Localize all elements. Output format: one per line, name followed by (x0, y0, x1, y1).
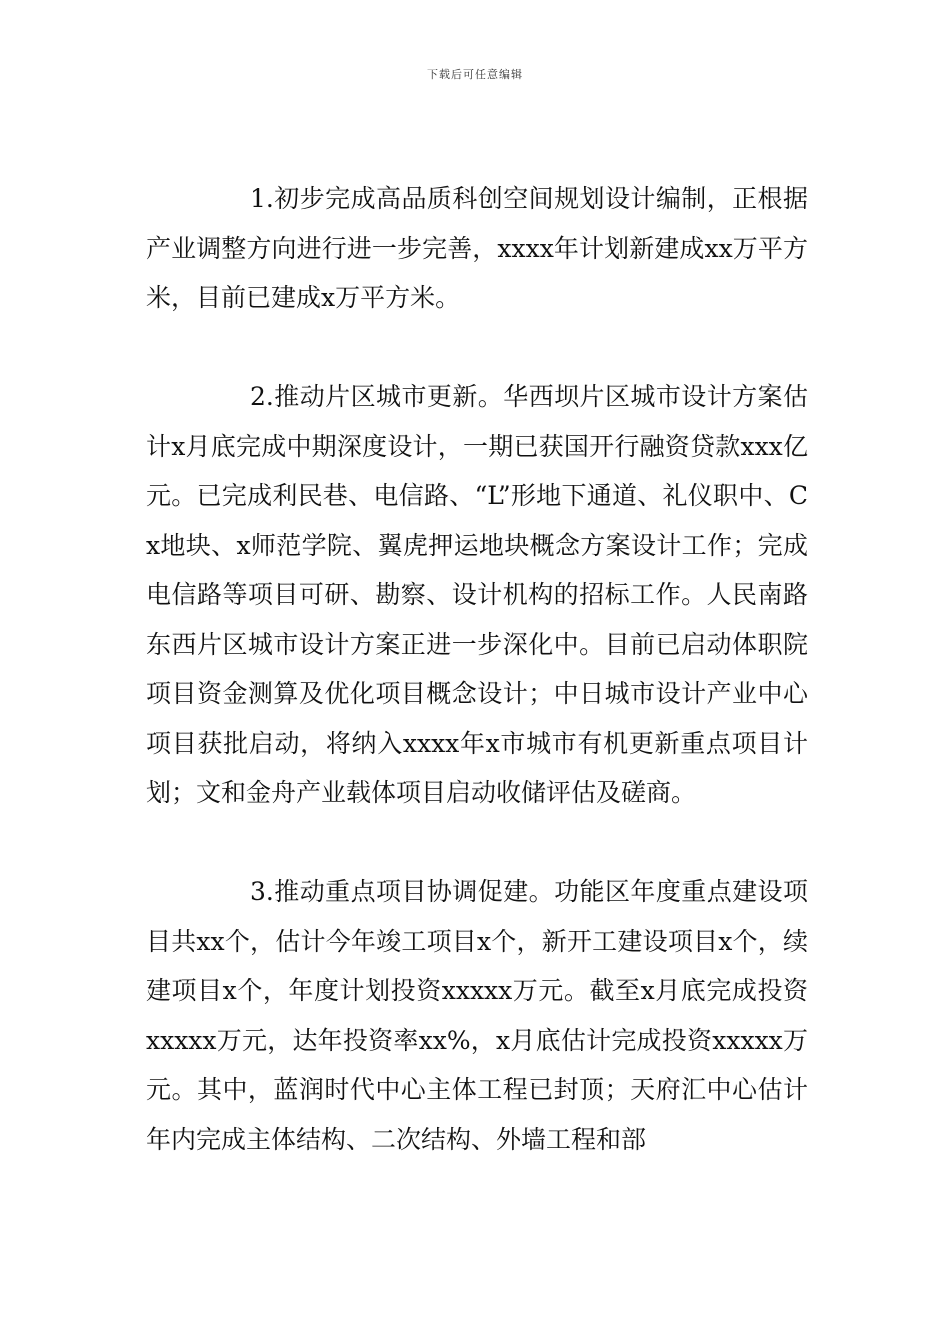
paragraph-2: 2.推动片区城市更新。华西坝片区城市设计方案估计x月底完成中期深度设计，一期已获国开行融资贷款xxx亿元。已完成利民巷、电信路、“L”形地下通道、礼仪职中、Cx地块、x师范学院、翼虎押运地块概念方案设计工作；完成电信路等项目可研、勘察、设计机构的招标工作。人民南路东西片区城市设计方案正进一步深化中。目前已启动体职院项目资金测算及优化项目概念设计；中日城市设计产业中心项目获批启动，将纳入xxxx年x市城市有机更新重点项目计划；文和金舟产业载体项目启动收储评估及磋商。 (146, 382, 808, 807)
paragraph-1: 1.初步完成高品质科创空间规划设计编制，正根据产业调整方向进行进一步完善，xxxx年计划新建成xx万平方米，目前已建成x万平方米。 (146, 184, 808, 312)
document-body (146, 174, 808, 1164)
page-header: 下载后可任意编辑 (427, 68, 523, 81)
paragraph-3: 3.推动重点项目协调促建。功能区年度重点建设项目共xx个，估计今年竣工项目x个，新开工建设项目x个，续建项目x个，年度计划投资xxxxx万元。截至x月底完成投资xxxxx万元，达年投资率xx%，x月底估计完成投资xxxxx万元。其中，蓝润时代中心主体工程已封顶；天府汇中心估计年内完成主体结构、二次结构、外墙工程和部 (146, 877, 808, 1154)
